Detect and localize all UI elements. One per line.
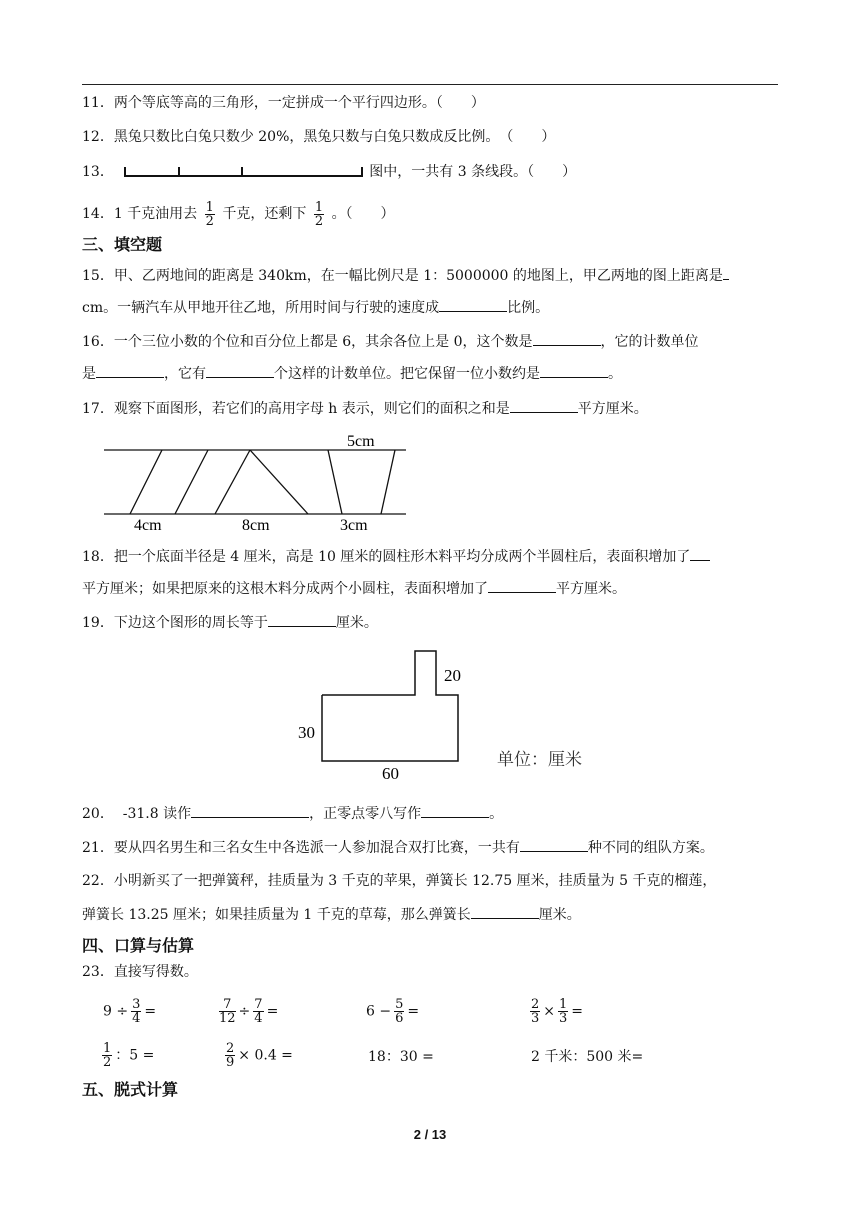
fraction	[530, 998, 540, 1025]
calc-text: =	[144, 1003, 157, 1020]
question-text: 。（ ）	[331, 206, 395, 222]
numerator: 1	[205, 199, 214, 215]
label-bottom-3cm: 3cm	[340, 517, 368, 534]
page-number: 2 / 13	[413, 1127, 447, 1142]
label-bottom-4cm: 4cm	[134, 517, 162, 534]
question-number: 12．	[82, 129, 114, 145]
question-text: ，它有	[164, 366, 206, 382]
calc-text: ：5 =	[115, 1047, 155, 1064]
calc-2	[216, 998, 278, 1025]
question-18-line2	[82, 578, 626, 599]
calc-1	[103, 998, 156, 1025]
question-text: 图中，一共有 3 条线段。（ ）	[369, 164, 577, 180]
fraction	[558, 998, 568, 1025]
fraction	[102, 1042, 112, 1069]
denominator: 2	[314, 213, 324, 229]
perimeter-shape-figure	[290, 645, 600, 785]
question-text: -31.8 读作	[122, 806, 192, 822]
parallel-shapes-figure	[100, 428, 420, 536]
calc-8: 2 千米：500 米=	[531, 1049, 644, 1065]
header-rule	[82, 84, 778, 85]
question-text: 弹簧长 13.25 厘米；如果挂质量为 1 千克的草莓，那么弹簧长	[82, 907, 471, 923]
answer-blank[interactable]	[421, 803, 489, 818]
calc-text: × 0.4 =	[238, 1047, 293, 1064]
denominator: 9	[226, 1055, 235, 1070]
question-16	[82, 331, 699, 352]
question-text: 厘米。	[538, 907, 581, 923]
question-13	[82, 162, 576, 182]
question-20	[82, 803, 503, 824]
label-30: 30	[298, 723, 315, 742]
fraction	[394, 998, 404, 1025]
question-text: 观察下面图形，若它们的高用字母 h 表示，则它们的面积之和是	[113, 401, 510, 417]
numerator: 7	[219, 998, 236, 1012]
calc-3	[366, 998, 419, 1025]
section-heading: 三、填空题	[82, 235, 163, 254]
question-text: 平方厘米；如果把原来的这根木料分成两个小圆柱，表面积增加了	[82, 581, 488, 597]
question-14	[82, 199, 395, 229]
calc-text: =	[407, 1003, 420, 1020]
calc-text: =	[571, 1003, 584, 1020]
question-text: 要从四名男生和三名女生中各选派一人参加混合双打比赛，一共有	[113, 840, 520, 856]
question-15	[82, 265, 729, 286]
denominator: 2	[205, 213, 214, 229]
answer-blank[interactable]	[723, 265, 729, 280]
question-number: 18．	[82, 549, 114, 565]
question-18	[82, 546, 710, 567]
question-17	[82, 398, 648, 419]
question-text: 甲、乙两地间的距离是 340km，在一幅比例尺是 1：5000000 的地图上，甲乙两地的图上距离是	[113, 268, 723, 284]
question-number: 15．	[82, 268, 114, 284]
numerator: 2	[531, 997, 540, 1012]
fraction	[314, 201, 324, 228]
label-60: 60	[382, 764, 399, 783]
label-20: 20	[444, 666, 461, 685]
numerator: 5	[395, 997, 404, 1012]
question-number: 22．	[82, 873, 114, 889]
calc-6	[222, 1042, 293, 1069]
answer-blank[interactable]	[510, 398, 578, 413]
calc-5	[99, 1042, 154, 1069]
numerator: 1	[559, 997, 568, 1012]
fraction	[219, 998, 236, 1025]
question-text: 把一个底面半径是 4 厘米，高是 10 厘米的圆柱形木料平均分成两个半圆柱后，表面积增加了	[113, 549, 691, 565]
fraction	[225, 1042, 235, 1069]
question-text: 平方厘米。	[556, 581, 626, 597]
question-text: 千克，还剩下	[222, 206, 307, 222]
question-number: 21．	[82, 840, 114, 856]
question-16-line2	[82, 363, 622, 384]
question-text: 是	[82, 366, 96, 382]
question-text: 厘米。	[335, 615, 378, 631]
calc-7: 18：30 =	[368, 1049, 434, 1065]
calc-text: =	[266, 1003, 279, 1020]
question-text: 。	[489, 806, 504, 822]
denominator: 4	[132, 1011, 141, 1026]
question-text: 黑兔只数比白兔只数少 20%，黑兔只数与白兔只数成反比例。 （ ）	[113, 129, 556, 145]
denominator: 2	[103, 1055, 112, 1070]
answer-blank[interactable]	[96, 363, 164, 378]
numerator: 7	[254, 997, 263, 1012]
section-heading: 四、口算与估算	[82, 936, 195, 955]
question-number: 13．	[82, 164, 114, 180]
calc-text: 6 −	[366, 1003, 392, 1020]
label-top-5cm: 5cm	[347, 433, 375, 450]
question-number: 20．	[82, 806, 114, 822]
answer-blank[interactable]	[533, 331, 601, 346]
question-text: 一个三位小数的个位和百分位上都是 6，其余各位上是 0，这个数是	[113, 334, 533, 350]
question-text: 直接写得数。	[113, 964, 198, 980]
numerator: 2	[226, 1041, 235, 1056]
question-text: 。	[608, 366, 622, 382]
question-number: 16．	[82, 334, 114, 350]
question-text: 种不同的组队方案。	[587, 840, 714, 856]
question-number: 17．	[82, 401, 114, 417]
question-12	[82, 127, 555, 147]
question-text: 两个等底等高的三角形，一定拼成一个平行四边形。（ ）	[113, 95, 485, 111]
fraction	[253, 998, 263, 1025]
question-23	[82, 962, 198, 982]
denominator: 4	[254, 1011, 263, 1026]
denominator: 3	[531, 1011, 540, 1026]
question-number: 23．	[82, 964, 114, 980]
section-heading: 五、脱式计算	[82, 1080, 179, 1099]
question-text: 小明新买了一把弹簧秤，挂质量为 3 千克的苹果，弹簧长 12.75 厘米，挂质量为 5 千克的榴莲，	[113, 873, 717, 889]
question-11	[82, 93, 485, 113]
calc-operator: ×	[543, 1003, 556, 1020]
question-text: 下边这个图形的周长等于	[113, 615, 268, 631]
question-text: 比例。	[507, 300, 550, 316]
calc-4	[527, 998, 583, 1025]
question-text: ，正零点零八写作	[309, 806, 422, 822]
question-21	[82, 837, 714, 858]
question-22-line2	[82, 904, 581, 925]
answer-blank[interactable]	[540, 363, 608, 378]
question-number: 19．	[82, 615, 114, 631]
answer-blank[interactable]	[690, 546, 710, 561]
question-19	[82, 612, 378, 633]
question-number: 14．	[82, 206, 114, 222]
question-text: ，它的计数单位	[600, 334, 699, 350]
numerator: 1	[314, 199, 324, 215]
denominator: 3	[559, 1011, 568, 1026]
calc-operator: ÷	[238, 1003, 251, 1020]
fraction	[205, 201, 215, 228]
question-15-line2	[82, 297, 549, 318]
unit-label: 单位：厘米	[497, 750, 582, 770]
question-text: 个这样的计数单位。把它保留一位小数约是	[274, 366, 540, 382]
answer-blank[interactable]	[520, 837, 588, 852]
label-bottom-8cm: 8cm	[242, 517, 270, 534]
answer-blank[interactable]	[206, 363, 274, 378]
denominator: 6	[395, 1011, 404, 1026]
question-text: cm。一辆汽车从甲地开往乙地，所用时间与行驶的速度成	[82, 300, 440, 316]
numerator: 3	[132, 997, 141, 1012]
answer-blank[interactable]	[268, 612, 336, 627]
numerator: 1	[103, 1041, 112, 1056]
question-number: 11．	[82, 95, 114, 111]
calc-text: 9 ÷	[103, 1003, 129, 1020]
answer-blank[interactable]	[488, 578, 556, 593]
question-22	[82, 871, 716, 891]
fraction	[131, 998, 141, 1025]
denominator: 12	[219, 1011, 236, 1026]
answer-blank[interactable]	[191, 803, 309, 818]
answer-blank[interactable]	[471, 904, 539, 919]
answer-blank[interactable]	[439, 297, 507, 312]
question-text: 1 千克油用去	[113, 206, 198, 222]
question-text: 平方厘米。	[577, 401, 648, 417]
segment-figure	[122, 162, 367, 182]
